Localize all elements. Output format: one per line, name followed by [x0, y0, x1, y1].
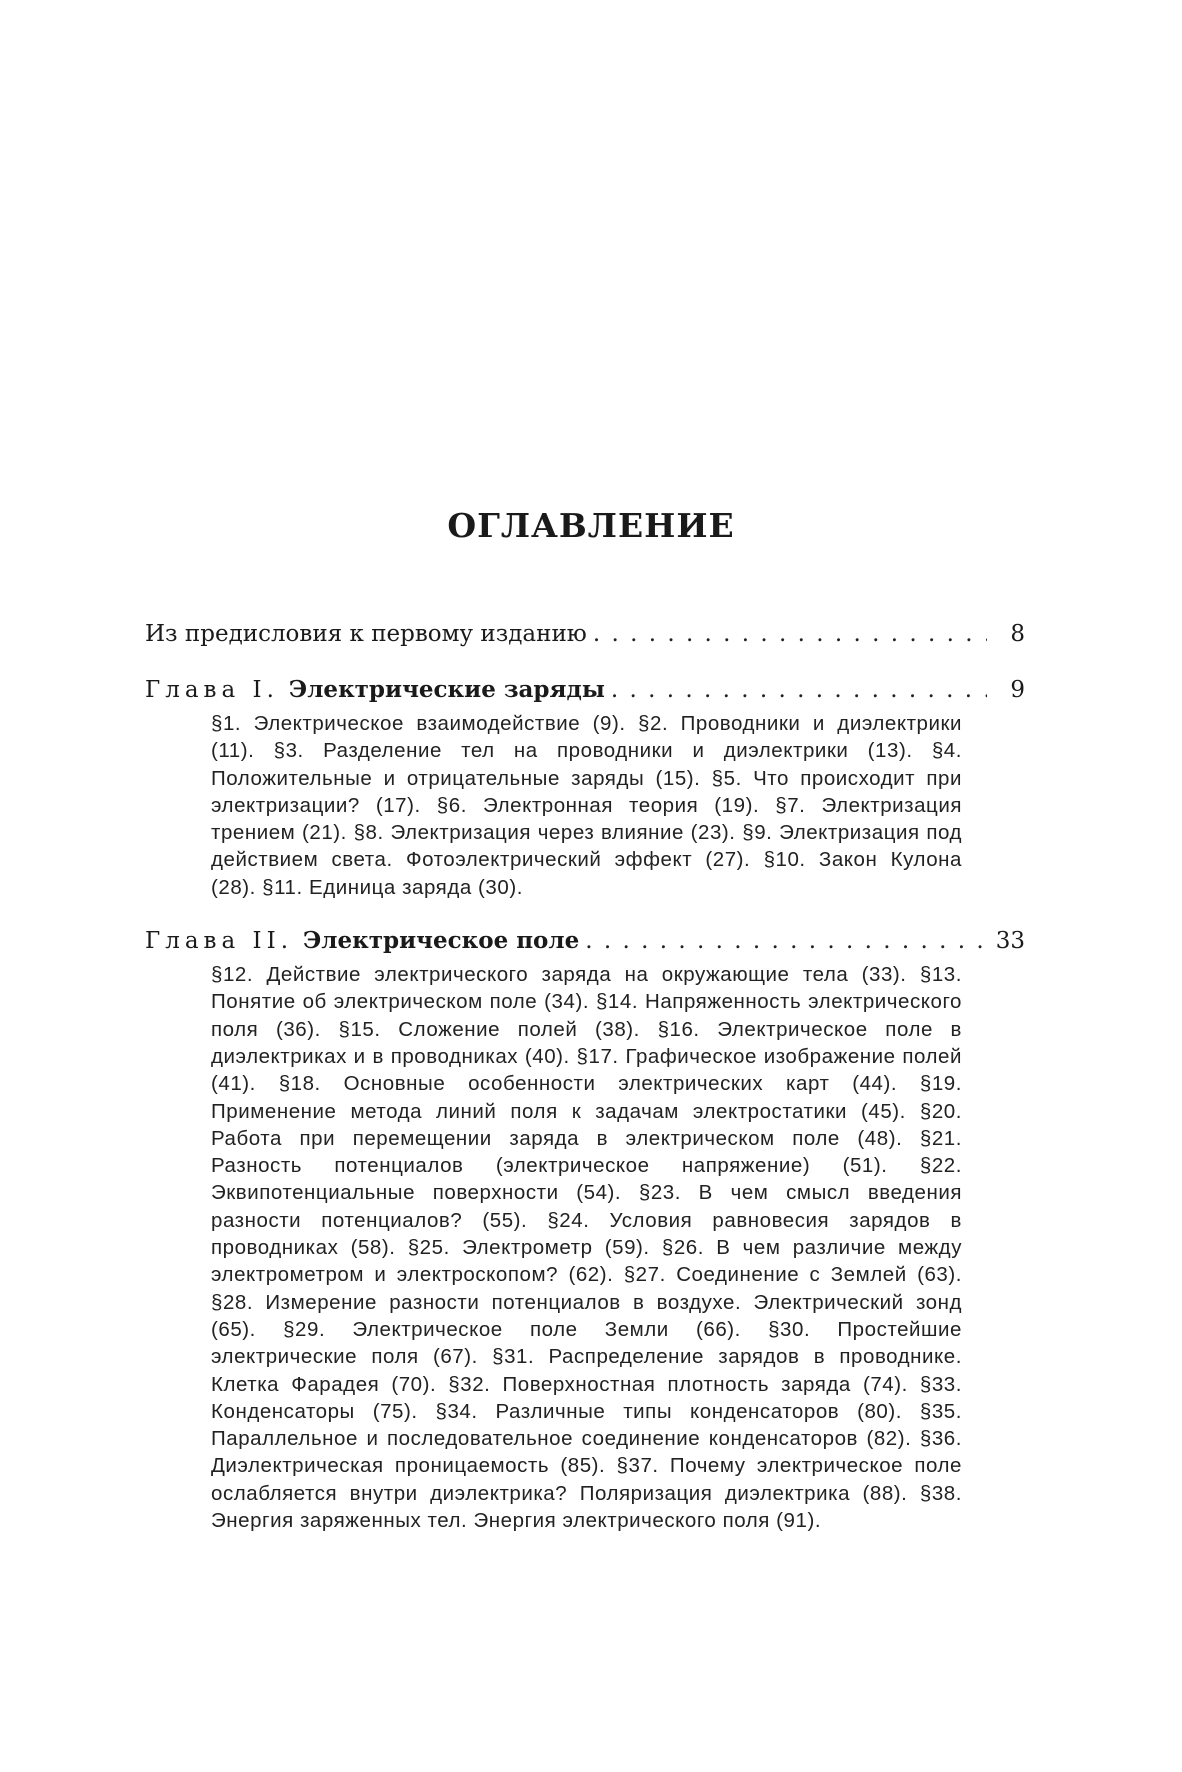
page-number: 33: [995, 928, 1025, 955]
chapter-heading: [145, 676, 1025, 704]
page-number: 9: [1010, 677, 1025, 703]
chapter-title: Электрическое поле: [303, 927, 580, 955]
dot-leader: [585, 927, 987, 955]
chapter-1: [145, 676, 1025, 901]
chapter-label: Глава II.: [145, 928, 294, 955]
page-number: 8: [1010, 621, 1025, 647]
toc-entry-preface: [145, 620, 1025, 648]
table-of-contents: [145, 620, 1025, 1560]
chapter-sections: §1. Электрическое взаимодействие (9). §2. Проводники и диэлектрики (11). §3. Разделение тел на проводники и диэлектрики (13). §4. Положительные и отрицательные заряды (15). §5. Что происходит при электризации? (17). §6. Электронная теория (19). §7. Электризация трением (21). §8. Электризация через влияние (23). §9. Электризация под действием света. Фотоэлектрический эффект (27). §10. Закон Кулона (28). §11. Единица заряда (30).: [211, 712, 962, 899]
preface-label: Из предисловия к первому изданию: [145, 621, 587, 647]
chapter-title: Электрические заряды: [288, 676, 605, 703]
dot-leader: [611, 676, 987, 704]
dot-leader: [593, 620, 987, 648]
chapter-2: [145, 927, 1025, 1534]
chapter-label: Глава I.: [145, 677, 279, 703]
page-title: ОГЛАВЛЕНИЕ: [447, 506, 735, 545]
chapter-sections: §12. Действие электрического заряда на окружающие тела (33). §13. Понятие об электрическом поле (34). §14. Напряженность электрического поля (36). §15. Сложение полей (38). §16. Электрическое поле в диэлектриках и в проводниках (40). §17. Графическое изображение полей (41). §18. Основные особенности электрических карт (44). §19. Применение метода линий поля к задачам электростатики (45). §20. Работа при перемещении заряда в электрическом поле (48). §21. Разность потенциалов (электрическое напряжение) (51). §22. Эквипотенциальные поверхности (54). §23. В чем смысл введения разности потенциалов? (55). §24. Условия равновесия зарядов в проводниках (58). §25. Электрометр (59). §26. В чем различие между электрометром и электроскопом? (62). §27. Соединение с Землей (63). §28. Измерение разности потенциалов в воздухе. Электрический зонд (65). §29. Электрическое поле Земли (66). §30. Простейшие электрические поля (67). §31. Распределение зарядов в проводнике. Клетка Фарадея (70). §32. Поверхностная плотность заряда (74). §33. Конденсаторы (75). §34. Различные типы конденсаторов (80). §35. Параллельное и последовательное соединение конденсаторов (82). §36. Диэлектрическая проницаемость (85). §37. Почему электрическое поле ослабляется внутри диэлектрика? Поляризация диэлектрика (88). §38. Энергия заряженных тел. Энергия электрического поля (91).: [211, 963, 962, 1533]
chapter-heading: [145, 927, 1025, 955]
